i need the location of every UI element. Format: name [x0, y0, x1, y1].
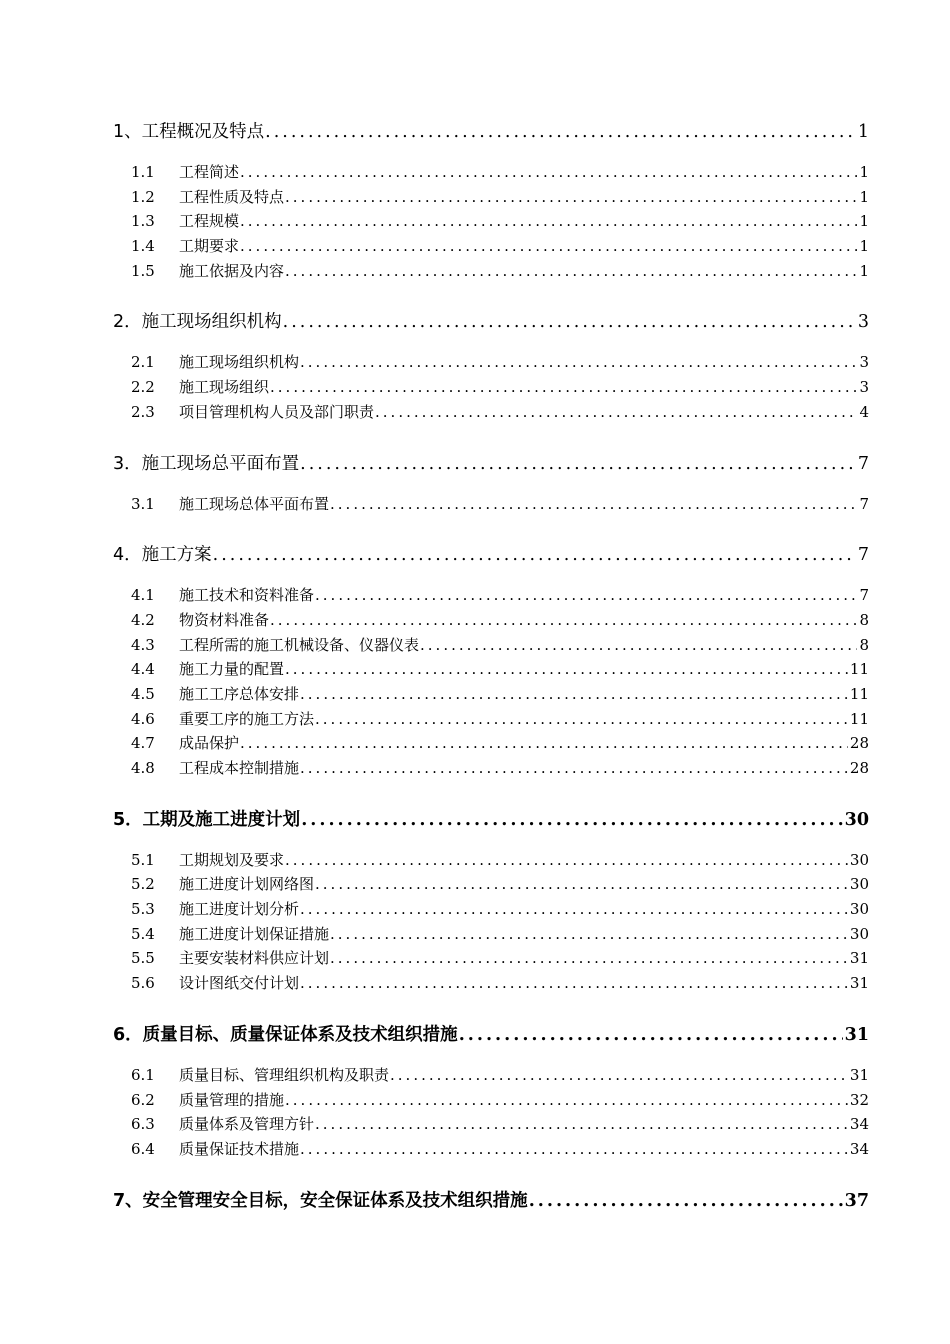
dot-leader: [285, 188, 857, 206]
toc-subsection-entry[interactable]: [113, 235, 869, 260]
subsection-title: 施工技术和资料准备: [179, 586, 315, 605]
subsection-number: 4.3: [131, 635, 155, 654]
toc-section-heading[interactable]: [113, 1021, 869, 1046]
page-number: 7: [859, 494, 869, 513]
subsection-number: 6.4: [131, 1139, 155, 1158]
subsection-number: 1.1: [131, 163, 155, 181]
dot-leader: [265, 122, 856, 142]
subsection-title: 施工力量的配置: [179, 660, 285, 679]
subsection-number: 1.5: [131, 261, 155, 280]
subsection-title: 质量体系及管理方针: [179, 1115, 315, 1134]
subsection-number: 5.6: [131, 974, 155, 993]
page-number: 30: [849, 924, 869, 943]
toc-section-heading[interactable]: [113, 450, 869, 475]
dot-leader: [315, 875, 848, 893]
section-title: 4．施工方案: [113, 545, 212, 566]
page-number: 1: [857, 122, 869, 142]
page-number: 30: [844, 809, 869, 830]
subsection-number: 4.1: [131, 586, 155, 605]
page-number: 37: [844, 1190, 869, 1211]
subsection-number: 4.7: [131, 734, 155, 753]
page-number: 3: [859, 353, 869, 372]
dot-leader: [301, 810, 842, 830]
subsection-title: 质量管理的措施: [179, 1090, 285, 1109]
dot-leader: [213, 545, 856, 565]
toc-subsection-entry[interactable]: [113, 210, 869, 235]
dot-leader: [300, 900, 848, 918]
subsection-number: 4.8: [131, 759, 155, 777]
dot-leader: [240, 734, 848, 752]
dot-leader: [300, 974, 848, 992]
subsection-number: 2.1: [131, 353, 155, 372]
section-title: 1、工程概况及特点: [113, 122, 265, 142]
toc-subsection-entry[interactable]: [113, 401, 869, 426]
subsection-number: 3.1: [131, 494, 155, 513]
subsection-number: 4.5: [131, 684, 155, 703]
page-number: 28: [849, 759, 869, 777]
toc-subsection-entry[interactable]: [113, 873, 869, 898]
dot-leader: [270, 378, 857, 396]
subsection-title: 设计图纸交付计划: [179, 974, 300, 993]
subsection-title: 工程所需的施工机械设备、仪器仪表: [179, 635, 420, 654]
page-number: 30: [849, 875, 869, 894]
subsection-title: 工程简述: [179, 163, 240, 181]
dot-leader: [420, 636, 857, 654]
subsection-number: 6.2: [131, 1090, 155, 1109]
subsection-number: 6.3: [131, 1115, 155, 1134]
page-number: 1: [859, 261, 869, 280]
dot-leader: [375, 403, 857, 421]
subsection-number: 5.5: [131, 949, 155, 968]
dot-leader: [315, 1115, 848, 1133]
page-number: 7: [857, 453, 869, 474]
page-number: 34: [849, 1139, 869, 1158]
toc-subsection-entry[interactable]: [113, 658, 869, 683]
toc-subsection-entry[interactable]: [113, 260, 869, 285]
dot-leader: [390, 1066, 848, 1084]
page-number: 8: [859, 635, 869, 654]
toc-subsection-entry[interactable]: [113, 161, 869, 186]
page-number: 11: [849, 660, 869, 679]
dot-leader: [240, 212, 857, 230]
page-number: 4: [859, 402, 869, 421]
toc-subsection-entry[interactable]: [113, 186, 869, 211]
subsection-number: 1.3: [131, 212, 155, 231]
toc-section-heading[interactable]: [113, 1187, 869, 1212]
toc-subsection-entry[interactable]: [113, 584, 869, 609]
toc-subsection-entry[interactable]: [113, 1089, 869, 1114]
toc-subsection-entry[interactable]: [113, 634, 869, 659]
section-title: 2．施工现场组织机构: [113, 312, 282, 333]
toc-subsection-entry[interactable]: [113, 376, 869, 401]
toc-subsection-entry[interactable]: [113, 757, 869, 782]
toc-subsection-entry[interactable]: [113, 1138, 869, 1163]
dot-leader: [285, 262, 857, 280]
dot-leader: [300, 685, 848, 703]
page-number: 11: [849, 684, 869, 703]
page-number: 1: [859, 212, 869, 231]
subsection-number: 1.4: [131, 237, 155, 256]
subsection-title: 施工依据及内容: [179, 261, 285, 280]
section-title: 3．施工现场总平面布置: [113, 453, 300, 474]
page-number: 30: [849, 900, 869, 919]
dot-leader: [300, 1140, 848, 1158]
page-number: 3: [857, 312, 869, 333]
page-number: 1: [859, 163, 869, 181]
dot-leader: [315, 710, 848, 728]
subsection-title: 工期要求: [179, 237, 240, 256]
subsection-title: 工程规模: [179, 212, 240, 231]
page-number: 8: [859, 610, 869, 629]
page-number: 34: [849, 1115, 869, 1134]
dot-leader: [285, 851, 848, 869]
subsection-number: 2.3: [131, 402, 155, 421]
subsection-number: 5.4: [131, 924, 155, 943]
toc-subsection-entry[interactable]: [113, 849, 869, 874]
section-title: 7、安全管理安全目标，安全保证体系及技术组织措施: [113, 1190, 528, 1211]
page-number: 7: [857, 545, 869, 566]
section-title: 6．质量目标、质量保证体系及技术组织措施: [113, 1024, 458, 1045]
toc-section-heading[interactable]: [113, 308, 869, 333]
subsection-title: 质量目标、管理组织机构及职责: [179, 1065, 390, 1084]
dot-leader: [240, 163, 857, 181]
toc-subsection-entry[interactable]: [113, 947, 869, 972]
toc-subsection-entry[interactable]: [113, 708, 869, 733]
dot-leader: [240, 237, 857, 255]
table-of-contents: [113, 118, 869, 1230]
dot-leader: [285, 1091, 848, 1109]
subsection-title: 施工工序总体安排: [179, 684, 300, 703]
dot-leader: [270, 611, 857, 629]
subsection-title: 重要工序的施工方法: [179, 709, 315, 728]
subsection-number: 5.3: [131, 900, 155, 919]
toc-subsection-entry[interactable]: [113, 351, 869, 376]
subsection-title: 工程性质及特点: [179, 187, 285, 206]
subsection-title: 施工进度计划分析: [179, 900, 300, 919]
subsection-title: 质量保证技术措施: [179, 1139, 300, 1158]
toc-subsection-entry[interactable]: [113, 493, 869, 518]
dot-leader: [300, 353, 857, 371]
page-number: 11: [849, 709, 869, 728]
toc-subsection-entry[interactable]: [113, 923, 869, 948]
subsection-title: 成品保护: [179, 734, 240, 753]
subsection-title: 施工现场总体平面布置: [179, 494, 330, 513]
subsection-number: 5.1: [131, 850, 155, 869]
toc-subsection-entry[interactable]: [113, 609, 869, 634]
dot-leader: [330, 495, 857, 513]
subsection-title: 施工现场组织: [179, 378, 270, 397]
dot-leader: [283, 312, 856, 332]
page-number: 28: [849, 734, 869, 753]
page-number: 31: [849, 1065, 869, 1084]
dot-leader: [459, 1025, 843, 1045]
page-number: 1: [859, 187, 869, 206]
subsection-title: 工程成本控制措施: [179, 759, 300, 777]
toc-subsection-entry[interactable]: [113, 1113, 869, 1138]
subsection-number: 4.4: [131, 660, 155, 679]
subsection-title: 施工现场组织机构: [179, 353, 300, 372]
toc-section-heading[interactable]: [113, 118, 869, 143]
page-number: 31: [849, 974, 869, 993]
toc-subsection-entry[interactable]: [113, 683, 869, 708]
page-number: 3: [859, 378, 869, 397]
toc-subsection-entry[interactable]: [113, 732, 869, 757]
toc-subsection-entry[interactable]: [113, 1064, 869, 1089]
toc-subsection-entry[interactable]: [113, 972, 869, 997]
page-number: 1: [859, 237, 869, 256]
page-number: 32: [849, 1090, 869, 1109]
dot-leader: [330, 925, 848, 943]
subsection-title: 物资材料准备: [179, 610, 270, 629]
page-number: 31: [844, 1024, 869, 1045]
dot-leader: [285, 660, 848, 678]
page-number: 31: [849, 949, 869, 968]
subsection-number: 6.1: [131, 1065, 155, 1084]
subsection-number: 4.6: [131, 709, 155, 728]
subsection-number: 2.2: [131, 378, 155, 397]
subsection-number: 5.2: [131, 875, 155, 894]
subsection-title: 主要安装材料供应计划: [179, 949, 330, 968]
dot-leader: [529, 1191, 843, 1211]
subsection-number: 4.2: [131, 610, 155, 629]
subsection-title: 项目管理机构人员及部门职责: [179, 402, 375, 421]
subsection-title: 工期规划及要求: [179, 850, 285, 869]
toc-section-heading[interactable]: [113, 806, 869, 831]
toc-subsection-entry[interactable]: [113, 898, 869, 923]
dot-leader: [300, 454, 856, 474]
subsection-title: 施工进度计划保证措施: [179, 924, 330, 943]
subsection-number: 1.2: [131, 187, 155, 206]
section-title: 5．工期及施工进度计划: [113, 809, 301, 830]
subsection-title: 施工进度计划网络图: [179, 875, 315, 894]
dot-leader: [315, 586, 857, 604]
page-number: 7: [859, 586, 869, 605]
page-number: 30: [849, 850, 869, 869]
dot-leader: [330, 949, 848, 967]
dot-leader: [300, 759, 848, 777]
toc-section-heading[interactable]: [113, 541, 869, 566]
